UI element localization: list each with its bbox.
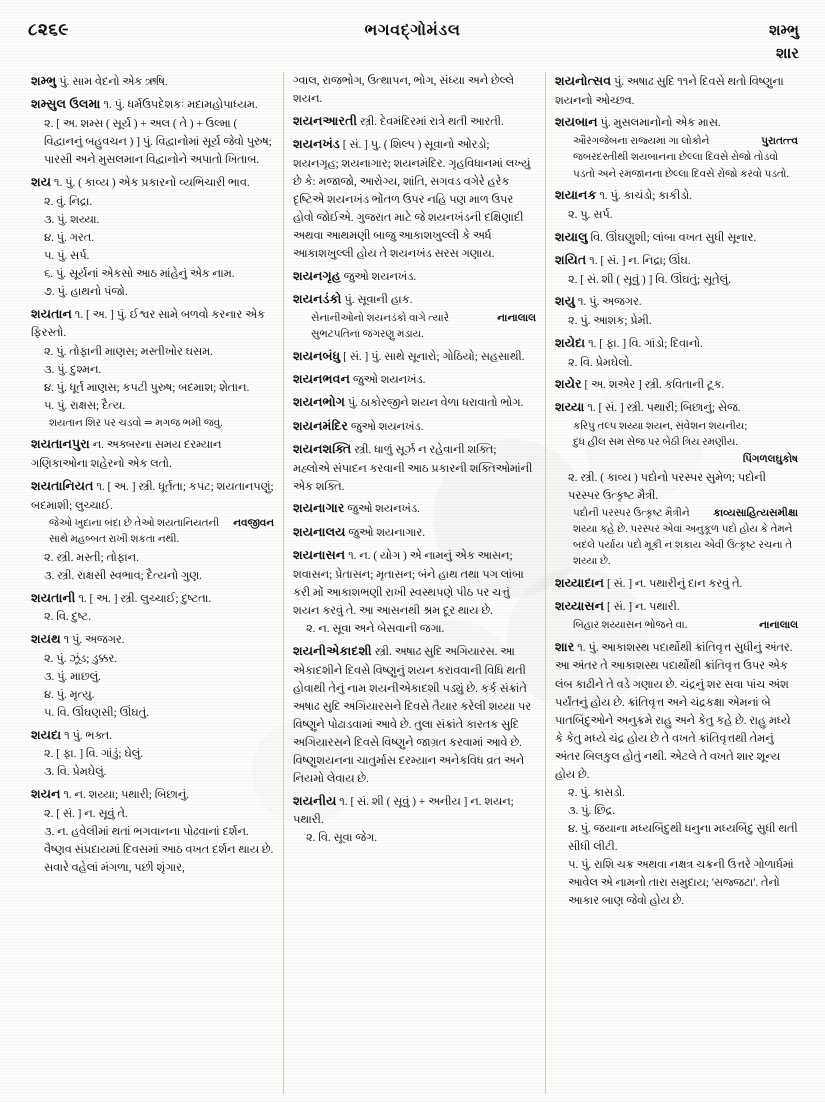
entry-sense: ૨. [ ફા. ] વિ. ગાંડું; ઘેલું. [44, 748, 144, 761]
citation-source: નાનાલાલ [759, 619, 798, 631]
entry-sense: ૨. [ સં. ] ન. સૂવું તે. [44, 807, 128, 820]
dictionary-entry [293, 642, 536, 788]
citation-text: જેઓ ખુદાના બંદા છે તેઓ શયતાનિયતની સાથે મહબ્બત રાખી શકતા નથી. [49, 517, 220, 545]
entry-sense: ૫. પું. રાશિ ચક્ર અથવા નક્ષત્ર ચક્રની ઉત્તરે ગોળાર્ધમાં આવેલ એ નામનો તારા સમુદાય; 'સજ્જટા'. તેનો આકાર બાણ જેવો હોય છે. [568, 859, 794, 908]
citation-source: કાવ્યસાહિત્યસમીક્ષા [713, 507, 798, 519]
citation-text: શયતાન શિર પર ચડવો ⇒ મગજ ભમી જવું. [49, 417, 223, 429]
dictionary-entry [31, 72, 274, 92]
dictionary-entry [555, 375, 798, 395]
entry-sense: ૩. પું. દુશ્મન. [44, 363, 102, 376]
entry-sense: ૪. પું. ગરત. [44, 231, 95, 244]
dictionary-entry [293, 135, 536, 263]
book-title: ભગવદ્ગોમંડલ [364, 22, 461, 39]
entry-headword-line: શયનખંડ [ સં. ] પુ. ( શિલ્પ ) સૂવાનો ઓરડો; શયનગૃહ; શયનાગાર; શયનમંદિર. ગૃહવિધાનમાં લખ્યું છે કે: મજાજો, આરોગ્ય, શાંતિ, સગવડ વગેરે હરેક દૃષ્ટિએ શયનખંડ ભોંતળ ઉપર નહિ પણ માળ ઉપર હોવો જોઈએ. ગુજરાત માટે જે શયનખંડની દક્ષિણાદી અથવા આથમણી બાજુ આકાશખુલ્લી કે અર્ધ આકાશખુલ્લી હોય તે શયનખંડ સરસ ગણાય. [293, 136, 531, 261]
entry-headword-line: શયતાની ૧. [ અ. ] સ્ત્રી. લુચ્ચાઈ; દુષ્ટતા. [31, 590, 212, 605]
headword: શયથ [31, 631, 61, 646]
entry-citation [555, 134, 798, 182]
citation-source: પિંગળલઘુકોષ [742, 453, 798, 465]
entry-citation [31, 516, 274, 548]
dictionary-entry [293, 792, 536, 848]
dictionary-entry [555, 113, 798, 182]
entry-headword-line: શયબાન પું. મુસલમાનોનો એક માસ. [555, 115, 721, 130]
entry-citation [293, 311, 536, 343]
entry-headword-line: શયેર [ અ. શએર ] સ્ત્રી. કવિતાની ટૂક. [555, 377, 725, 392]
entry-headword-line: શયનાસન ૧. ન. ( યોગ ) એ નામનું એક આસન; શવાસન; પ્રેતાસન; મૃતાસન; બંને હાથ તથા પગ લાંબા કરી મોં આકાશભણી રાખી સ્વસ્થપણે પીઠ પર ચત્તું શયન કરવું તે. આ આસનથી શ્રમ દૂર થાય છે. [293, 548, 524, 618]
entry-sense: ૪. પું. ધૂર્ત માણસ; કપટી પુરુષ; બદમાશ; શેતાન. [44, 381, 250, 394]
headword: શયનડંકો [293, 292, 342, 307]
headword: શયદા [31, 727, 62, 742]
dictionary-entry [31, 95, 274, 169]
dictionary-entry [31, 435, 274, 473]
headword: શયતાની [31, 590, 76, 605]
entry-headword-line: શયનભવન જુઓ શયનખંડ. [293, 371, 426, 386]
entry-sense: ૨. ન. સૂવા અને બેસવાની જગા. [306, 623, 445, 636]
dictionary-entry [31, 173, 274, 301]
dictionary-entry [31, 630, 274, 722]
citation-source: પુરાતત્ત્વ [761, 136, 798, 148]
dictionary-entry [555, 597, 798, 634]
headword: શમ્ભુ [31, 74, 57, 88]
dictionary-entry [293, 290, 536, 343]
dictionary-entry [555, 186, 798, 224]
dictionary-entry [31, 477, 274, 585]
dictionary-entry [293, 267, 536, 287]
entry-sense: ૨. વું. નિદ્રા. [44, 195, 93, 208]
entry-headword-line: શય ૧. પું. ( કાવ્ય ) એક પ્રકારનો વ્યભિચારી ભાવ. [31, 174, 250, 189]
entry-headword-line: શયનબંધુ [ સં. ] પું. સાથે સૂનારો; ગોઠિયો; સહસાથી. [293, 348, 525, 363]
headword: શય્યાદાન [555, 575, 605, 590]
entry-headword-line: શયનગૃહ જુઓ શયનખંડ. [293, 268, 417, 283]
guide-word-top: શમ્ભુ [768, 23, 799, 39]
column-2 [284, 72, 546, 1094]
entry-headword-line: શયથ ૧ પું. અજગર. [31, 631, 125, 646]
entry-sense: ૭. પું. હાથનો પંજો. [44, 286, 128, 299]
headword: શયનોત્સવ [555, 74, 612, 88]
dictionary-entry [555, 228, 798, 248]
entry-citation [31, 416, 274, 432]
headword: શય્યાસન [555, 599, 605, 614]
dictionary-entry [555, 398, 798, 570]
entry-headword-line: શયતાન ૧. [ અ. ] પું. ઈશ્વર સામે બળવો કરનાર એક ફિરસ્તો. [31, 306, 265, 340]
citation-text: બિહાર શય્યાસન ભોજને વા. [573, 619, 688, 631]
citation-source: નવજીવન [233, 517, 274, 529]
guide-word-bottom: શાર [776, 46, 799, 63]
entry-headword-line: શય્યાદાન [ સં. ] ન. પથારીનું દાન કરવું તે. [555, 575, 743, 590]
dictionary-entry [293, 393, 536, 413]
citation-source: નાનાલાલ [497, 312, 536, 324]
dictionary-entry [555, 574, 798, 594]
entry-sense: ૨. પું. કાસડો. [568, 786, 626, 799]
citation-verse-line: કરિપુ તલ્પ શય્યા શયન, સંવેશન શયનીય; [573, 421, 748, 433]
headword: શયનીય [293, 793, 337, 808]
entry-sense: ૪. પું. મૃત્યુ. [44, 688, 95, 701]
column-1 [22, 72, 284, 1094]
entry-headword-line: શયનોત્સવ પું. અષાઢ સુદિ ૧૧ને દિવસે થતો વિષ્ણુના શયનનો ઓચ્છવ. [555, 74, 784, 107]
entry-headword-line: શયનીય ૧. [ સં. શી ( સૂવું ) + અનીય ] ન. શયન; પથારી. [293, 793, 514, 827]
dictionary-entry [293, 112, 536, 132]
dictionary-entry [293, 417, 536, 437]
headword: શયનમંદિર [293, 418, 349, 433]
entry-headword-line: શયિત ૧. [ સં. ] ન. નિદ્રા; ઊંઘ. [555, 252, 691, 267]
dictionary-entry [293, 523, 536, 543]
dictionary-entry [293, 72, 536, 108]
entry-sense: ૨. પુ. સર્પ. [568, 208, 613, 221]
dictionary-entry [555, 292, 798, 330]
headword: શયનશક્તિ [293, 442, 352, 456]
entry-sense: ૨. વિ. દુષ્ટ. [44, 611, 92, 624]
dictionary-entry [293, 347, 536, 367]
headword: શયનબંધુ [293, 348, 341, 363]
dictionary-entry [555, 251, 798, 289]
entry-headword-line: શયુ ૧. પું. અજગર. [555, 294, 642, 309]
citation-text: પદોની પરસ્પર ઉત્કૃષ્ટ મૈત્રીને શય્યા કહે છે. પરસ્પર એવાં અનુકૂળ પદો હોય કે તેમને બદલે પર્યાય પદો મૂકી ન શકાય એવી ઉત્કૃષ્ટ રચના તે શય્યા છે. [573, 507, 793, 568]
entry-headword-line: શયનડંકો પું. સૂવાની હાક. [293, 292, 413, 307]
entry-headword-line: શયનાગાર જુઓ શયનખંડ. [293, 501, 420, 516]
citation-verse-line: દુધ હીલ સમ સેજ પર બેઠી ત્રિય રમણીય. [573, 437, 739, 449]
entry-headword-line: શયનઆરતી સ્ત્રી. દેવમંદિરમાં રાત્રે થતી આરતી. [293, 113, 504, 128]
entry-headword-line: શયનાલય જુઓ શયનાગાર. [293, 524, 426, 539]
entry-headword-line: શમ્સુલ ઉલમા ૧. પું. ધર્મઉપદેશકઃ મદામહોપાધ્યમ. [31, 97, 258, 112]
entry-headword-line: શય્યા ૧. [ સં. ] સ્ત્રી. પથારી; બિછાનું; સેજ. [555, 400, 741, 415]
headword: શયનાલય [293, 524, 346, 539]
entry-headword-line: શયતાનિયત ૧. [ અ. ] સ્ત્રી. ધૂર્તતા; કપટ; શયતાનપણું; બદમાશી; લુચ્ચાઈ. [31, 478, 274, 512]
dictionary-entry [31, 305, 274, 432]
entry-sense: ૨. સ્ત્રી. મસ્તી; તોફાન. [44, 551, 139, 564]
dictionary-entry [31, 589, 274, 627]
headword: શયેર [555, 377, 582, 392]
entry-headword-line: શાર ૧. પું. આકાશસ્થ પદાર્થોથી ક્રાંતિવૃત્ત સુધીનું અંતર. આ અંતર તે આકાશસ્થ પદાર્થોથી ક્રાંતિવૃત્ત ઉપર એક લંબ કાઢીને તે વડે ગણાય છે. ચંદ્રનું શર સવા પાંચ અંશ પર્યંતનું હોય છે. ક્રાંતિવૃત્ત અને ચંદ્રકક્ષા એમનાં બે પાતબિંદુઓને અનુક્રમે રાહુ અને કેતુ કહે છે. રાહુ મધ્યે કે કેતુ મધ્યે ચંદ્ર હોય છે તે વખતે ક્રાંતિવૃત્તથી તેમનું અંતર બિલકુલ હોતું નથી. એટલે તે વખતે શાર શૂન્ય હોય છે. [555, 639, 793, 781]
entry-sense: ૨. સ્ત્રી. ( કાવ્ય ) પદોનો પરસ્પર સુમેળ; પદોની પરસ્પર ઉત્કૃષ્ટ મૈત્રી. [568, 471, 766, 502]
headword: શયનભોગ [293, 395, 345, 410]
entry-sense: ૨. વિ. સૂવા જેગ. [306, 832, 378, 845]
entry-headword-line: શયાલુ વિ. ઊંઘણુશી; લાંબા વખત સુધી સૂનાર. [555, 229, 757, 244]
entry-sense: ૫. પું. સર્પ. [44, 249, 90, 262]
headword: શયાનક [555, 188, 597, 203]
running-head [0, 20, 825, 74]
dictionary-entry [293, 440, 536, 496]
entry-sense: ૨. [ સં. શી ( સૂવું ) ] વિ. ઊંઘતું; સૂતેલું. [568, 273, 731, 286]
entry-sense: ૩. પું. છિદ્ર. [568, 804, 615, 817]
headword: શયનાગાર [293, 501, 345, 516]
entry-sense: ૫. વિ. ઊંઘણસી; ઊંઘતું. [44, 707, 149, 719]
headword: શયાલુ [555, 229, 588, 244]
entry-headword-line: શયનશક્તિ સ્ત્રી. ધાળું સૂર્ઝ ન રહેવાની શક્તિ; મહ્લોએ સંપાદન કરવાની આઠ પ્રકારની શક્તિઓમાંની એક શક્તિ. [293, 442, 533, 493]
dictionary-entry [555, 638, 798, 911]
entry-sense: ૨. [ અ. શમ્સ ( સૂર્ય ) + અલ ( તે ) + ઉલ્મા ( વિદ્વાનનું બહુવચન ) ] પું. વિદ્વાનોમાં સૂર્ય જેવો પુરુષ; પારસી અને મુસલમાન વિદ્વાનોને અપાતો ખિતાબ. [44, 118, 272, 167]
entry-headword-line: શયતાનપુરા ન. અક્બરના સમય દરમ્યાન ગણિકાઓના શહેરનો એક લતો. [31, 437, 222, 471]
headword: શયિત [555, 252, 587, 267]
entry-headword-line: શયદા ૧ પું. ભક્ત. [31, 727, 112, 742]
headword: શયબાન [555, 115, 598, 130]
headword: શય [31, 174, 52, 189]
entry-sense: ૪. પું. જયાના મધ્યબિંદુથી ધનુના મધ્યબિંદુ સુધી થતી સીધી લીટી. [568, 823, 798, 854]
entry-sense: ૩. વિ. પ્રેમઘેલું. [44, 766, 107, 779]
entry-citation [555, 618, 798, 634]
headword: શયન [31, 787, 61, 802]
headword: શયનાસન [293, 548, 346, 563]
guide-words [769, 20, 799, 67]
dictionary-entry [555, 334, 798, 372]
entry-sense: ૩. ન. હવેલીમાં થતાં ભગવાનના પોઢવાનાં દર્શન. વૈષ્ણવ સંપ્રદાયમાં દિવસમાં આઠ વખત દર્શન થાય છે. સવારે વહેલાં મંગળા, પછી શૃંગાર, [44, 825, 274, 875]
entry-sense: ગ્વાલ, રાજભોગ, ઉત્થાપન, ભોગ, સંધ્યા અને છેલ્લે શયન. [293, 75, 515, 106]
column-3 [546, 72, 807, 1094]
entry-sense: ૨. પું. ઝૂંડ; ડુક્કર. [44, 652, 118, 665]
entry-sense: ૩. પું. શય્યા. [44, 213, 100, 226]
entry-sense: ૨. પું. આશક; પ્રેમી. [568, 315, 652, 328]
headword: શાર [555, 639, 575, 654]
entry-sense: ૨. વિ. પ્રેમઘેલો. [568, 356, 633, 369]
dictionary-entry [31, 785, 274, 877]
entry-headword-line: શમ્ભુ પું. સામ વેદનો એક ઋષિ. [31, 74, 168, 88]
entry-citation [555, 419, 798, 467]
dictionary-entry [555, 72, 798, 110]
entry-headword-line: શયનીએકાદશી સ્ત્રી. અષાઢ સુદિ અગિયારસ. આ એકાદશીને દિવસે વિષ્ણુનું શયન કરાવવાની વિધિ થતી હોવાથી તેનું નામ શયનીએકાદશી પડ્યું છે. કર્ક સંક્રાંતે અષાઢ સુદિ અગિયારસને દિવસે તૈયાર કરેલી શય્યા પર વિષ્ણુને પોઢાડવામાં આવે છે. તુલા સંક્રાંતે કારતક સુદિ અગિયારસને દિવસે વિષ્ણુને જાગ્રત કરવામાં આવે છે. વિષ્ણુશયનના ચાતુર્માસ દરમ્યાન અનેકવિધ વ્રત અને નિયમો લેવાય છે. [293, 643, 532, 785]
citation-text: સેનાનીઓનો શયનડંકો વાગે ત્યારે સુભટપતિનાં જગરણુ મંડાય. [311, 312, 450, 340]
entry-sense: ૬. પું. સૂર્યનાં એકસો આઠ માંહેનું એક નામ. [44, 267, 235, 280]
headword: શયનગૃહ [293, 268, 341, 283]
entry-sense: ૩. પું. માછલું. [44, 670, 101, 683]
headword: શમ્સુલ ઉલમા [31, 97, 101, 112]
headword: શય્યા [555, 400, 585, 415]
headword: શયુ [555, 294, 576, 309]
citation-text: ઔરંગજેબના રાજ્યમાં ગા લોકોને જબરદસ્તીથી શયબાનના છેલ્લા દિવસે રોજો તોડવો પડતો અને રમજાનના છેલ્લા દિવસે રોજો કરવો પડતો. [573, 136, 789, 180]
entry-citation [555, 506, 798, 571]
headword: શયેદા [555, 335, 586, 350]
entry-headword-line: શય્યાસન [ સં. ] ન. પથારી. [555, 599, 680, 614]
folio-number: ૮૨૬૯ [28, 20, 69, 39]
entry-headword-line: શયનમંદિર જુઓ શયનખંડ. [293, 418, 424, 433]
entry-headword-line: શયનભોગ પું. ઠાકોરજીને શયન વેળા ધરાવાતો ભોગ. [293, 395, 524, 410]
entry-headword-line: શયેદા ૧. [ ફા. ] વિ. ગાંડો; દિવાનો. [555, 335, 703, 350]
dictionary-entry [293, 370, 536, 390]
headword: શયનખંડ [293, 136, 340, 151]
headword: શયનઆરતી [293, 113, 358, 128]
dictionary-entry [293, 499, 536, 519]
headword: શયતાનિયત [31, 478, 94, 493]
page-columns [22, 72, 807, 1094]
headword: શયતાન [31, 306, 72, 321]
entry-headword-line: શયન ૧. ન. શય્યા; પથારી; બિછાનું. [31, 787, 190, 802]
dictionary-entry [293, 546, 536, 638]
entry-sense: ૩. સ્ત્રી. રાક્ષસી સ્વભાવ; દૈત્યનો ગુણ. [44, 570, 202, 582]
headword: શયનભવન [293, 371, 350, 386]
dictionary-entry [31, 726, 274, 782]
entry-sense: ૨. પું. તોફાની માણસ; મસ્તીખોર ઘસમ. [44, 345, 213, 358]
entry-sense: ૫. પું. રાક્ષસ; દૈત્ય. [44, 399, 126, 412]
headword: શયનીએકાદશી [293, 643, 372, 658]
headword: શયતાનપુરા [31, 437, 90, 452]
entry-headword-line: શયાનક ૧. પું. કાચંડો; કાકીડો. [555, 188, 693, 203]
